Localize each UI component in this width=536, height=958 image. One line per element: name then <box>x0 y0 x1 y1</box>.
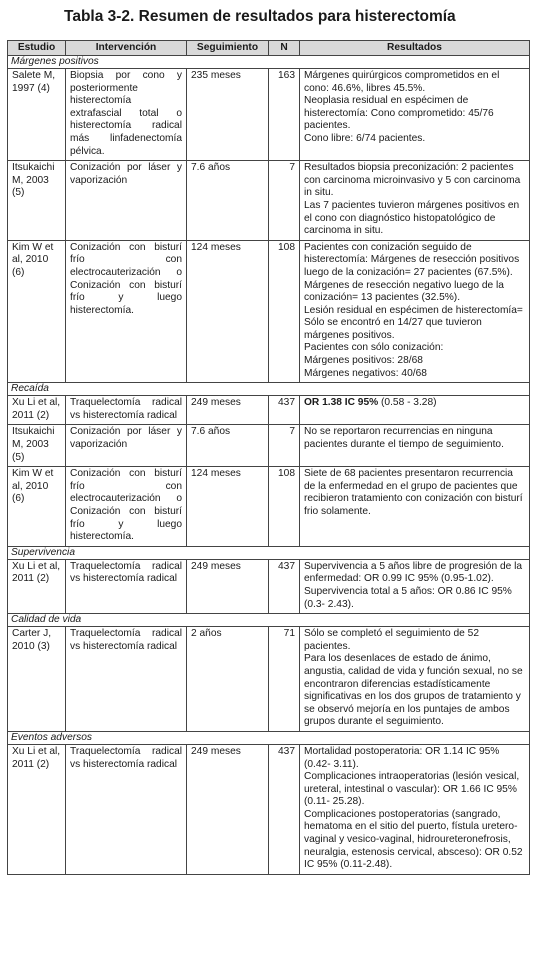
result-line: Resultados biopsia preconización: 2 pacientes con carcinoma microinvasivo y 5 con carcinoma in situ. <box>304 162 521 199</box>
seguimiento-cell: 7.6 años <box>187 425 269 467</box>
table-row <box>8 425 530 467</box>
resultados-cell <box>300 161 530 241</box>
result-text: (0.58 - 3.28) <box>378 397 437 409</box>
table-body <box>8 56 530 875</box>
result-line: Complicaciones intraoperatorias (lesión vesical, ureteral, intestinal o vascular): OR 1.66 IC 95% (0.11- 25.28). <box>304 771 520 808</box>
section-row <box>8 614 530 627</box>
result-line: Lesión residual en espécimen de histerectomía= Sólo se encontró en 14/27 que tuvieron márgenes positivos. <box>304 304 523 341</box>
estudio-cell: Itsukaichi M, 2003 (5) <box>8 161 66 241</box>
resultados-cell <box>300 467 530 547</box>
intervencion-cell: Conización con bisturí frío con electrocauterización o Conización con bisturí frío y luego histerectomía. <box>66 240 187 383</box>
result-line: Pacientes con conización seguido de histerectomía: Márgenes de resección positivos luego de la conización= 27 pacientes (67.5%). <box>304 241 520 278</box>
seguimiento-cell: 249 meses <box>187 396 269 425</box>
intervencion-cell: Conización por láser y vaporización <box>66 425 187 467</box>
intervencion-cell: Conización con bisturí frío con electrocauterización o Conización con bisturí frío y luego histerectomía. <box>66 467 187 547</box>
n-cell: 437 <box>269 744 300 874</box>
results-table <box>7 40 530 875</box>
result-line: Supervivencia total a 5 años: OR 0.86 IC 95% (0.3- 2.43). <box>304 585 512 610</box>
header-intervencion: Intervención <box>66 41 187 56</box>
result-line: Sólo se completó el seguimiento de 52 pacientes. <box>304 628 479 652</box>
n-cell: 108 <box>269 240 300 383</box>
section-label: Recaída <box>8 383 530 396</box>
intervencion-cell: Traquelectomía radical vs histerectomía radical <box>66 627 187 732</box>
result-line: No se reportaron recurrencias en ninguna pacientes durante el tiempo de seguimiento. <box>304 426 504 451</box>
table-title: Tabla 3-2. Resumen de resultados para histerectomía <box>64 8 456 25</box>
result-line: Las 7 pacientes tuvieron márgenes positivos en el cono con diagnóstico histopatológico de carcinoma in situ. <box>304 199 520 237</box>
n-cell: 7 <box>269 161 300 241</box>
section-label: Supervivencia <box>8 546 530 559</box>
section-row <box>8 731 530 744</box>
result-line: Márgenes quirúrgicos comprometidos en el cono: 46.6%, libres 45.5%. <box>304 70 500 94</box>
result-line <box>304 397 525 410</box>
table-row <box>8 467 530 547</box>
resultados-cell <box>300 559 530 613</box>
n-cell: 108 <box>269 467 300 547</box>
section-label: Eventos adversos <box>8 731 530 744</box>
seguimiento-cell: 124 meses <box>187 240 269 383</box>
header-seguimiento: Seguimiento <box>187 41 269 56</box>
estudio-cell: Xu Li et al, 2011 (2) <box>8 744 66 874</box>
seguimiento-cell: 249 meses <box>187 744 269 874</box>
seguimiento-cell: 124 meses <box>187 467 269 547</box>
intervencion-cell: Conización por láser y vaporización <box>66 161 187 241</box>
estudio-cell: Xu Li et al, 2011 (2) <box>8 559 66 613</box>
result-line: Para los desenlaces de estado de ánimo, angustia, calidad de vida y función sexual, no se encontraron diferencias estadísticamente significativas en los dos grupos de tratamiento y se observó mejoría en los puntajes de ambos grupos durante el seguimiento. <box>304 653 523 728</box>
result-line: Márgenes de resección negativo luego de la conización= 13 pacientes (32.5%). <box>304 279 504 304</box>
section-label: Márgenes positivos <box>8 56 530 69</box>
n-cell: 437 <box>269 396 300 425</box>
resultados-cell <box>300 744 530 874</box>
resultados-cell <box>300 240 530 383</box>
n-cell: 437 <box>269 559 300 613</box>
table-row <box>8 161 530 241</box>
estudio-cell: Itsukaichi M, 2003 (5) <box>8 425 66 467</box>
seguimiento-cell: 7.6 años <box>187 161 269 241</box>
result-line: Márgenes negativos: 40/68 <box>304 367 427 379</box>
n-cell: 163 <box>269 69 300 161</box>
table-row <box>8 627 530 732</box>
intervencion-cell: Traquelectomía radical vs histerectomía radical <box>66 396 187 425</box>
result-line: Mortalidad postoperatoria: OR 1.14 IC 95% (0.42- 3.11). <box>304 745 500 770</box>
section-row <box>8 546 530 559</box>
table-row <box>8 396 530 425</box>
intervencion-cell: Traquelectomía radical vs histerectomía radical <box>66 744 187 874</box>
resultados-cell <box>300 627 530 732</box>
result-line: Márgenes positivos: 28/68 <box>304 355 423 367</box>
result-line: Cono libre: 6/74 pacientes. <box>304 132 426 144</box>
header-resultados: Resultados <box>300 41 530 56</box>
result-line: Supervivencia a 5 años libre de progresión de la enfermedad: OR 0.99 IC 95% (0.95-1.02). <box>304 560 523 585</box>
intervencion-cell: Traquelectomía radical vs histerectomía radical <box>66 559 187 613</box>
header-row <box>8 41 530 56</box>
result-line: Pacientes con sólo conización: <box>304 342 444 354</box>
result-line: Neoplasia residual en espécimen de histerectomía: Cono comprometido: 45/76 pacientes. <box>304 95 494 132</box>
resultados-cell <box>300 396 530 425</box>
resultados-cell <box>300 425 530 467</box>
result-line: Complicaciones postoperatorias (sangrado, hematoma en el sitio del puerto, fístula uretero-vaginal y vesico-vaginal, hidroureteronefrosis, neuralgia, estenosis cervical, absceso): OR 0.52 IC 95% (0.11-2.48). <box>304 808 523 871</box>
section-row <box>8 56 530 69</box>
table-row <box>8 240 530 383</box>
header-estudio: Estudio <box>8 41 66 56</box>
intervencion-cell: Biopsia por cono y posteriormente histerectomía extrafascial total o histerectomía radical más linfadenectomía pélvica. <box>66 69 187 161</box>
header-n: N <box>269 41 300 56</box>
resultados-cell <box>300 69 530 161</box>
n-cell: 7 <box>269 425 300 467</box>
seguimiento-cell: 2 años <box>187 627 269 732</box>
seguimiento-cell: 235 meses <box>187 69 269 161</box>
estudio-cell: Kim W et al, 2010 (6) <box>8 467 66 547</box>
table-row <box>8 559 530 613</box>
section-row <box>8 383 530 396</box>
result-line: Siete de 68 pacientes presentaron recurrencia de la enfermedad en el grupo de pacientes que recibieron tratamiento con conización con bisturí frio solamente. <box>304 468 523 517</box>
estudio-cell: Kim W et al, 2010 (6) <box>8 240 66 383</box>
seguimiento-cell: 249 meses <box>187 559 269 613</box>
n-cell: 71 <box>269 627 300 732</box>
result-bold-text: OR 1.38 IC 95% <box>304 397 379 409</box>
estudio-cell: Xu Li et al, 2011 (2) <box>8 396 66 425</box>
table-row <box>8 69 530 161</box>
estudio-cell: Carter J, 2010 (3) <box>8 627 66 732</box>
section-label: Calidad de vida <box>8 614 530 627</box>
table-row <box>8 744 530 874</box>
estudio-cell: Salete M, 1997 (4) <box>8 69 66 161</box>
